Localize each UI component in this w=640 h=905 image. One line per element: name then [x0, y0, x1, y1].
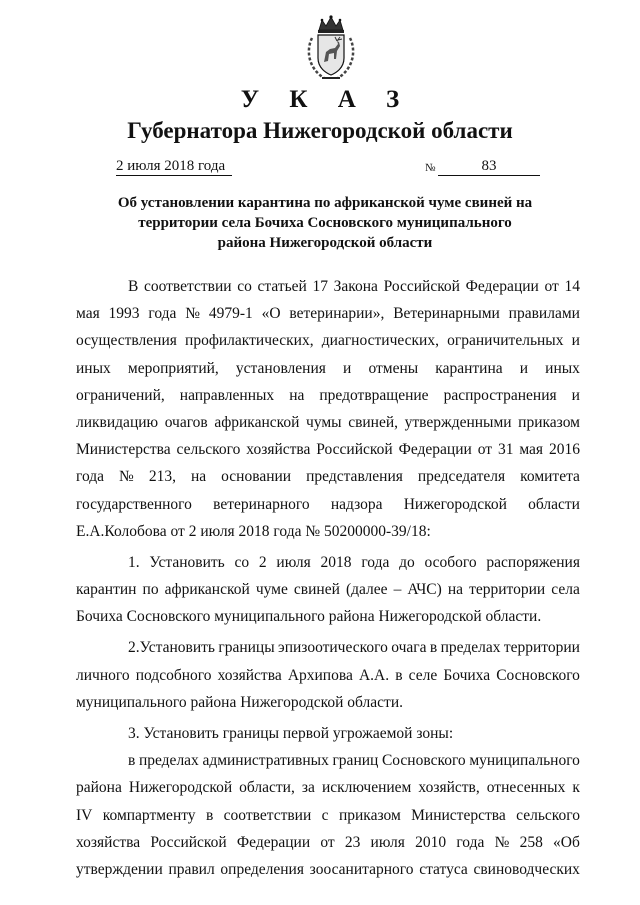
body-word: со	[234, 553, 250, 571]
body-word: района	[76, 779, 122, 797]
body-word: селе	[408, 666, 438, 684]
body-word: соответствии	[143, 278, 232, 295]
body-word: №	[185, 305, 201, 323]
body-word: пределах	[440, 639, 501, 657]
body-word: статуса	[419, 860, 468, 878]
body-word: Федерации	[465, 278, 539, 295]
body-word: чумы	[306, 413, 342, 431]
body-word: личного	[76, 666, 130, 684]
body-word: на	[289, 386, 305, 404]
body-word: В	[128, 278, 139, 295]
body-word: Российской	[383, 278, 460, 295]
body-word: Министерства	[76, 441, 171, 459]
body-line	[76, 856, 580, 883]
body-word: свиней	[293, 581, 340, 599]
body-word: Сосновского	[381, 752, 466, 770]
body-word: и	[571, 386, 580, 404]
body-word: 213,	[148, 468, 176, 486]
body-word: 2.Установить	[128, 639, 215, 657]
body-word: утверждении	[76, 860, 163, 878]
body-word: мая	[76, 305, 100, 323]
body-word: на	[447, 581, 464, 599]
body-word: территории	[469, 581, 546, 599]
body-word: Бочиха	[443, 666, 491, 684]
body-word: Российской	[316, 441, 393, 459]
body-line	[76, 774, 580, 801]
body-line	[76, 300, 580, 327]
body-word: установления	[235, 359, 326, 377]
body-word: в	[205, 806, 214, 824]
body-word: председателя	[417, 468, 506, 486]
body-word: области,	[239, 779, 295, 797]
body-word: свиней,	[348, 413, 399, 431]
body-word: эпизоотического	[278, 639, 388, 657]
body-word: 2	[258, 553, 267, 571]
document-body	[76, 273, 580, 883]
body-word: в	[429, 639, 438, 657]
body-word: направленных	[179, 386, 275, 404]
body-word: –	[393, 581, 402, 599]
body-word: ветеринарии»,	[289, 305, 385, 323]
body-word: №	[119, 468, 134, 486]
body-word: на	[190, 468, 207, 486]
body-word: африканской	[164, 581, 250, 599]
body-word: 17	[312, 278, 328, 295]
body-word: распоряжения	[486, 553, 580, 571]
body-word: профилактических,	[185, 332, 314, 350]
body-word: карантина	[435, 359, 503, 377]
body-word: ограничительных	[447, 332, 564, 350]
body-word: исключением	[321, 779, 412, 797]
body-word: границ	[332, 752, 379, 770]
body-line	[76, 463, 580, 490]
body-line	[76, 491, 580, 518]
body-line	[76, 409, 580, 436]
body-word: в	[395, 666, 403, 684]
body-word: приказом	[518, 413, 580, 431]
body-word: «О	[261, 305, 281, 323]
body-word: иных	[545, 359, 580, 377]
body-word: и	[519, 359, 529, 377]
body-line	[76, 576, 580, 603]
body-word: отнесенных	[486, 779, 566, 797]
body-word: определения	[220, 860, 304, 878]
body-line	[76, 662, 580, 689]
body-line	[76, 549, 580, 576]
body-word: Нижегородской	[128, 779, 233, 797]
body-word: хозяйств,	[418, 779, 480, 797]
body-word: представления	[306, 468, 403, 486]
body-word: за	[301, 779, 315, 797]
body-line	[76, 382, 580, 409]
body-word: диагностических,	[321, 332, 439, 350]
body-word: 31	[497, 441, 514, 459]
body-word: Установить	[149, 553, 225, 571]
body-word: комитета	[520, 468, 580, 486]
body-line	[76, 327, 580, 354]
body-line	[76, 747, 580, 774]
body-word: правилами	[508, 305, 580, 323]
body-word: особого	[424, 553, 477, 571]
body-word: от	[544, 278, 559, 295]
body-line	[76, 802, 580, 829]
body-word: пределах	[138, 752, 199, 770]
body-word: года	[76, 468, 105, 486]
body-word: от	[320, 833, 335, 851]
decree-date: 2 июля 2018 года	[116, 157, 232, 176]
body-text: 3. Установить границы первой угрожаемой зоны:	[128, 725, 454, 742]
body-line	[76, 603, 580, 630]
body-word: предотвращение	[319, 386, 429, 404]
body-word: Министерства	[411, 806, 506, 824]
body-word: от	[477, 441, 493, 459]
body-word: мая	[519, 441, 544, 459]
body-word: 1.	[128, 553, 140, 571]
body-word: 14	[564, 278, 580, 295]
body-word: Архипова	[287, 666, 353, 684]
body-word: года	[361, 553, 390, 571]
body-word: ликвидацию	[76, 413, 159, 431]
body-word: Ветеринарными	[393, 305, 500, 323]
body-word: Сосновского	[496, 666, 580, 684]
body-word: хозяйства	[76, 833, 141, 851]
body-word: соответствии	[223, 806, 312, 824]
body-word: основании	[221, 468, 292, 486]
body-word: правил	[168, 860, 215, 878]
body-word: Российской	[150, 833, 227, 851]
body-word: ограничений,	[76, 386, 165, 404]
body-word: Нижегородской	[403, 495, 507, 513]
body-line	[76, 273, 580, 300]
body-word: с	[321, 806, 329, 824]
body-word: границы	[218, 639, 275, 657]
body-word: IV	[76, 806, 93, 824]
body-word: года	[148, 305, 177, 323]
body-word: очагов	[164, 413, 208, 431]
body-word: 258	[519, 833, 543, 851]
document-heading	[90, 193, 560, 253]
body-word: африканской	[214, 413, 300, 431]
body-word: приказом	[338, 806, 401, 824]
body-word: государственного	[76, 495, 192, 513]
body-word: 2018	[320, 553, 352, 571]
body-word: свиноводческих	[473, 860, 580, 878]
body-word: к	[572, 779, 580, 797]
body-word: села	[551, 581, 580, 599]
body-word: года	[456, 833, 485, 851]
body-word: до	[399, 553, 415, 571]
body-word: 4979-1	[208, 305, 253, 323]
body-word: хозяйства	[217, 666, 282, 684]
body-word: 2016	[548, 441, 580, 459]
body-line	[76, 720, 580, 747]
body-word: очага	[391, 639, 427, 657]
body-word: муниципального	[469, 752, 580, 770]
body-word: 23	[344, 833, 361, 851]
body-word: А.А.	[358, 666, 390, 684]
body-word: чуме	[255, 581, 288, 599]
body-word: АЧС)	[407, 581, 442, 599]
body-line	[76, 355, 580, 382]
number-sign: №	[425, 162, 436, 174]
heading-line: Об установлении карантина по африканской чуме свиней на	[117, 195, 533, 211]
heading-line: района Нижегородской области	[217, 235, 433, 251]
body-word: и	[571, 332, 580, 350]
body-word: хозяйства	[246, 441, 311, 459]
body-word: (далее	[345, 581, 388, 599]
body-word: 2010	[415, 833, 447, 851]
body-text: муниципального района Нижегородской области.	[76, 693, 403, 711]
decree-number: 83	[438, 157, 540, 176]
body-word: июля	[370, 833, 405, 851]
body-word: карантин	[76, 581, 137, 599]
body-word: административных	[202, 752, 329, 770]
body-word: сельского	[516, 806, 580, 824]
body-word: ветеринарного	[213, 495, 310, 513]
body-line	[76, 436, 580, 463]
body-word: Закона	[333, 278, 378, 295]
body-line	[76, 829, 580, 856]
body-word: распространения	[443, 386, 557, 404]
body-word: зоосанитарного	[309, 860, 414, 878]
coat-of-arms-emblem	[302, 14, 360, 82]
body-text: Е.А.Колобова от 2 июля 2018 года № 50200000-39/18:	[76, 522, 431, 540]
body-word: «Об	[553, 833, 580, 851]
body-word: Федерации	[236, 833, 311, 851]
body-word: отмены	[368, 359, 419, 377]
body-word: статьей	[257, 278, 307, 295]
body-text: Бочиха Сосновского муниципального района Нижегородской области.	[76, 608, 542, 626]
body-line	[76, 689, 580, 716]
body-word: в	[128, 752, 136, 770]
body-word: и	[343, 359, 352, 377]
body-word: иных	[76, 359, 111, 377]
body-word: территории	[503, 639, 580, 657]
body-line	[76, 518, 580, 545]
body-word: утвержденными	[404, 413, 512, 431]
body-word: 1993	[108, 305, 140, 323]
body-word: №	[494, 833, 510, 851]
body-word: осуществления	[76, 332, 177, 350]
body-word: подсобного	[135, 666, 212, 684]
body-word: компартменту	[102, 806, 196, 824]
body-word: области	[528, 495, 580, 513]
decree-title: У К А З	[240, 86, 412, 113]
decree-issuer: Губернатора Нижегородской области	[127, 118, 513, 143]
body-word: сельского	[176, 441, 241, 459]
body-word: июля	[276, 553, 311, 571]
body-line	[76, 634, 580, 661]
body-word: Федерации	[398, 441, 472, 459]
body-word: надзора	[330, 495, 383, 513]
body-word: со	[237, 278, 252, 295]
body-word: мероприятий,	[127, 359, 219, 377]
heading-line: территории села Бочиха Сосновского муниципального	[138, 215, 512, 231]
body-word: по	[142, 581, 159, 599]
